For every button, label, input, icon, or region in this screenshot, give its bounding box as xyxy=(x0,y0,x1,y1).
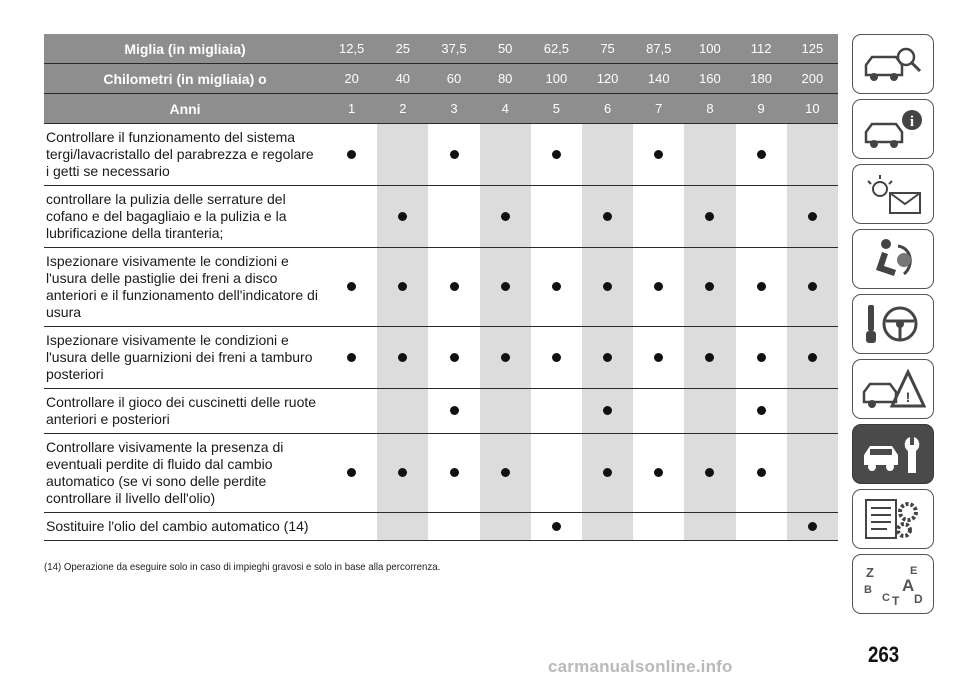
sidebar-tab-technical-specs[interactable] xyxy=(852,489,934,549)
interval-cell xyxy=(428,389,479,434)
interval-cell xyxy=(428,327,479,389)
sidebar-tab-starting-driving[interactable] xyxy=(852,294,934,354)
interval-cell xyxy=(684,124,735,186)
header-value: 20 xyxy=(326,64,377,94)
scheduled-dot xyxy=(450,353,459,362)
footnote: (14) Operazione da eseguire solo in caso di impieghi gravosi e solo in base alla percorrenza. xyxy=(44,561,441,573)
scheduled-dot xyxy=(603,282,612,291)
page-number: 263 xyxy=(868,642,900,667)
interval-cell xyxy=(531,434,582,513)
sidebar-tab-car-search[interactable] xyxy=(852,34,934,94)
scheduled-dot xyxy=(808,353,817,362)
alphabet-index-icon xyxy=(860,561,926,607)
scheduled-dot xyxy=(808,522,817,531)
interval-cell xyxy=(326,327,377,389)
interval-cell xyxy=(531,186,582,248)
interval-cell xyxy=(480,513,531,541)
scheduled-dot xyxy=(450,282,459,291)
interval-cell xyxy=(377,124,428,186)
operation-description: Controllare visivamente la presenza di eventuali perdite di fluido dal cambio automatico (se vi sono delle perdite controllare il livello dell'olio) xyxy=(44,434,326,513)
interval-cell xyxy=(736,327,787,389)
interval-cell xyxy=(582,124,633,186)
scheduled-dot xyxy=(654,468,663,477)
interval-cell xyxy=(787,513,838,541)
sidebar-tab-maintenance[interactable] xyxy=(852,424,934,484)
header-value: 62,5 xyxy=(531,34,582,64)
interval-cell xyxy=(684,248,735,327)
interval-cell xyxy=(326,186,377,248)
table-row xyxy=(44,248,838,327)
interval-cell xyxy=(633,513,684,541)
interval-cell xyxy=(377,186,428,248)
key-steering-wheel-icon xyxy=(860,301,926,347)
header-value: 4 xyxy=(480,94,531,124)
scheduled-dot xyxy=(705,212,714,221)
interval-cell xyxy=(787,434,838,513)
table-row xyxy=(44,513,838,541)
header-value: 3 xyxy=(428,94,479,124)
header-value: 75 xyxy=(582,34,633,64)
scheduled-dot xyxy=(398,353,407,362)
operation-description: Controllare il gioco dei cuscinetti delle ruote anteriori e posteriori xyxy=(44,389,326,434)
svg-text:i: i xyxy=(909,114,915,130)
scheduled-dot xyxy=(757,468,766,477)
interval-cell xyxy=(531,248,582,327)
interval-cell xyxy=(428,124,479,186)
car-warning-triangle-icon xyxy=(860,366,926,412)
interval-cell xyxy=(480,248,531,327)
interval-cell xyxy=(428,186,479,248)
interval-cell xyxy=(326,248,377,327)
interval-cell xyxy=(736,513,787,541)
header-value: 80 xyxy=(480,64,531,94)
index-letter-a: A xyxy=(902,576,915,595)
interval-cell xyxy=(787,186,838,248)
interval-cell xyxy=(480,389,531,434)
interval-cell xyxy=(480,327,531,389)
header-value: 120 xyxy=(582,64,633,94)
header-label: Miglia (in migliaia) xyxy=(44,34,326,64)
interval-cell xyxy=(582,248,633,327)
interval-cell xyxy=(531,513,582,541)
interval-cell xyxy=(480,186,531,248)
header-row xyxy=(44,64,838,94)
sidebar-tab-safety[interactable] xyxy=(852,229,934,289)
operation-description: Ispezionare visivamente le condizioni e l'usura delle guarnizioni dei freni a tamburo posteriori xyxy=(44,327,326,389)
airbag-seat-icon xyxy=(860,236,926,282)
header-label: Anni xyxy=(44,94,326,124)
scheduled-dot xyxy=(757,150,766,159)
scheduled-dot xyxy=(552,353,561,362)
maintenance-schedule-table xyxy=(44,34,838,541)
operation-description: controllare la pulizia delle serrature del cofano e del bagagliaio e la pulizia e la lubrificazione della tiranteria; xyxy=(44,186,326,248)
chapter-sidebar xyxy=(852,34,936,619)
scheduled-dot xyxy=(705,353,714,362)
car-info-icon xyxy=(860,106,926,152)
interval-cell xyxy=(377,389,428,434)
sidebar-tab-warning-lights[interactable] xyxy=(852,164,934,224)
index-letter-d: D xyxy=(914,592,923,606)
scheduled-dot xyxy=(450,406,459,415)
index-letter-t: T xyxy=(892,594,900,607)
sidebar-tab-index[interactable] xyxy=(852,554,934,614)
scheduled-dot xyxy=(552,150,561,159)
interval-cell xyxy=(480,434,531,513)
table-row xyxy=(44,327,838,389)
scheduled-dot xyxy=(603,468,612,477)
interval-cell xyxy=(326,513,377,541)
interval-cell xyxy=(428,434,479,513)
scheduled-dot xyxy=(552,522,561,531)
interval-cell xyxy=(428,248,479,327)
header-value: 7 xyxy=(633,94,684,124)
interval-cell xyxy=(633,327,684,389)
sidebar-tab-emergency[interactable] xyxy=(852,359,934,419)
scheduled-dot xyxy=(347,468,356,477)
header-value: 8 xyxy=(684,94,735,124)
scheduled-dot xyxy=(654,150,663,159)
header-value: 100 xyxy=(684,34,735,64)
interval-cell xyxy=(377,513,428,541)
operation-description: Sostituire l'olio del cambio automatico (14) xyxy=(44,513,326,541)
interval-cell xyxy=(684,434,735,513)
scheduled-dot xyxy=(654,282,663,291)
header-value: 200 xyxy=(787,64,838,94)
interval-cell xyxy=(326,124,377,186)
table-row xyxy=(44,434,838,513)
header-value: 100 xyxy=(531,64,582,94)
header-value: 1 xyxy=(326,94,377,124)
header-value: 87,5 xyxy=(633,34,684,64)
scheduled-dot xyxy=(398,212,407,221)
operation-description: Controllare il funzionamento del sistema tergi/lavacristallo del parabrezza e regolare i getti se necessario xyxy=(44,124,326,186)
interval-cell xyxy=(326,434,377,513)
scheduled-dot xyxy=(347,282,356,291)
scheduled-dot xyxy=(501,468,510,477)
interval-cell xyxy=(377,248,428,327)
index-letter-c: C xyxy=(882,592,890,604)
header-value: 5 xyxy=(531,94,582,124)
car-search-icon xyxy=(860,41,926,87)
interval-cell xyxy=(531,327,582,389)
scheduled-dot xyxy=(501,282,510,291)
interval-cell xyxy=(787,389,838,434)
interval-cell xyxy=(684,513,735,541)
header-value: 140 xyxy=(633,64,684,94)
watermark: carmanualsonline.info xyxy=(548,657,733,676)
scheduled-dot xyxy=(347,150,356,159)
header-value: 6 xyxy=(582,94,633,124)
specs-gears-icon xyxy=(860,496,926,542)
interval-cell xyxy=(684,327,735,389)
scheduled-dot xyxy=(757,353,766,362)
header-value: 12,5 xyxy=(326,34,377,64)
schedule-body xyxy=(44,124,838,541)
svg-text:!: ! xyxy=(905,389,911,405)
scheduled-dot xyxy=(808,282,817,291)
header-row xyxy=(44,34,838,64)
interval-cell xyxy=(633,124,684,186)
scheduled-dot xyxy=(808,212,817,221)
header-value: 112 xyxy=(736,34,787,64)
header-value: 50 xyxy=(480,34,531,64)
scheduled-dot xyxy=(398,282,407,291)
scheduled-dot xyxy=(603,406,612,415)
header-value: 125 xyxy=(787,34,838,64)
scheduled-dot xyxy=(603,212,612,221)
index-letter-b: B xyxy=(864,584,872,596)
interval-cell xyxy=(531,389,582,434)
header-value: 180 xyxy=(736,64,787,94)
interval-cell xyxy=(787,124,838,186)
interval-cell xyxy=(582,186,633,248)
interval-cell xyxy=(582,513,633,541)
scheduled-dot xyxy=(654,353,663,362)
scheduled-dot xyxy=(398,468,407,477)
header-value: 160 xyxy=(684,64,735,94)
header-value: 40 xyxy=(377,64,428,94)
scheduled-dot xyxy=(552,282,561,291)
interval-cell xyxy=(736,434,787,513)
scheduled-dot xyxy=(757,282,766,291)
header-value: 2 xyxy=(377,94,428,124)
interval-cell xyxy=(480,124,531,186)
scheduled-dot xyxy=(501,212,510,221)
scheduled-dot xyxy=(450,150,459,159)
interval-cell xyxy=(633,434,684,513)
header-value: 25 xyxy=(377,34,428,64)
interval-cell xyxy=(377,327,428,389)
scheduled-dot xyxy=(757,406,766,415)
index-letter-z: Z xyxy=(866,565,874,580)
interval-cell xyxy=(684,389,735,434)
header-value: 60 xyxy=(428,64,479,94)
header-row xyxy=(44,94,838,124)
scheduled-dot xyxy=(347,353,356,362)
interval-cell xyxy=(582,389,633,434)
operation-description: Ispezionare visivamente le condizioni e l'usura delle pastiglie dei freni a disco anteriori e il funzionamento dell'indicatore di usura xyxy=(44,248,326,327)
index-letter-e: E xyxy=(910,565,918,577)
header-value: 37,5 xyxy=(428,34,479,64)
interval-cell xyxy=(736,389,787,434)
interval-cell xyxy=(787,248,838,327)
table-row xyxy=(44,186,838,248)
interval-cell xyxy=(531,124,582,186)
interval-cell xyxy=(736,186,787,248)
interval-cell xyxy=(633,248,684,327)
header-label: Chilometri (in migliaia) o xyxy=(44,64,326,94)
interval-cell xyxy=(377,434,428,513)
interval-cell xyxy=(736,248,787,327)
car-wrench-icon xyxy=(860,431,926,477)
interval-cell xyxy=(787,327,838,389)
scheduled-dot xyxy=(450,468,459,477)
table-row xyxy=(44,124,838,186)
scheduled-dot xyxy=(705,282,714,291)
sidebar-tab-car-info[interactable] xyxy=(852,99,934,159)
interval-cell xyxy=(326,389,377,434)
scheduled-dot xyxy=(501,353,510,362)
interval-cell xyxy=(633,389,684,434)
warning-light-message-icon xyxy=(860,171,926,217)
scheduled-dot xyxy=(603,353,612,362)
interval-cell xyxy=(633,186,684,248)
table-row xyxy=(44,389,838,434)
interval-cell xyxy=(428,513,479,541)
schedule-header xyxy=(44,34,838,124)
interval-cell xyxy=(582,434,633,513)
interval-cell xyxy=(684,186,735,248)
scheduled-dot xyxy=(705,468,714,477)
interval-cell xyxy=(582,327,633,389)
header-value: 10 xyxy=(787,94,838,124)
interval-cell xyxy=(736,124,787,186)
header-value: 9 xyxy=(736,94,787,124)
